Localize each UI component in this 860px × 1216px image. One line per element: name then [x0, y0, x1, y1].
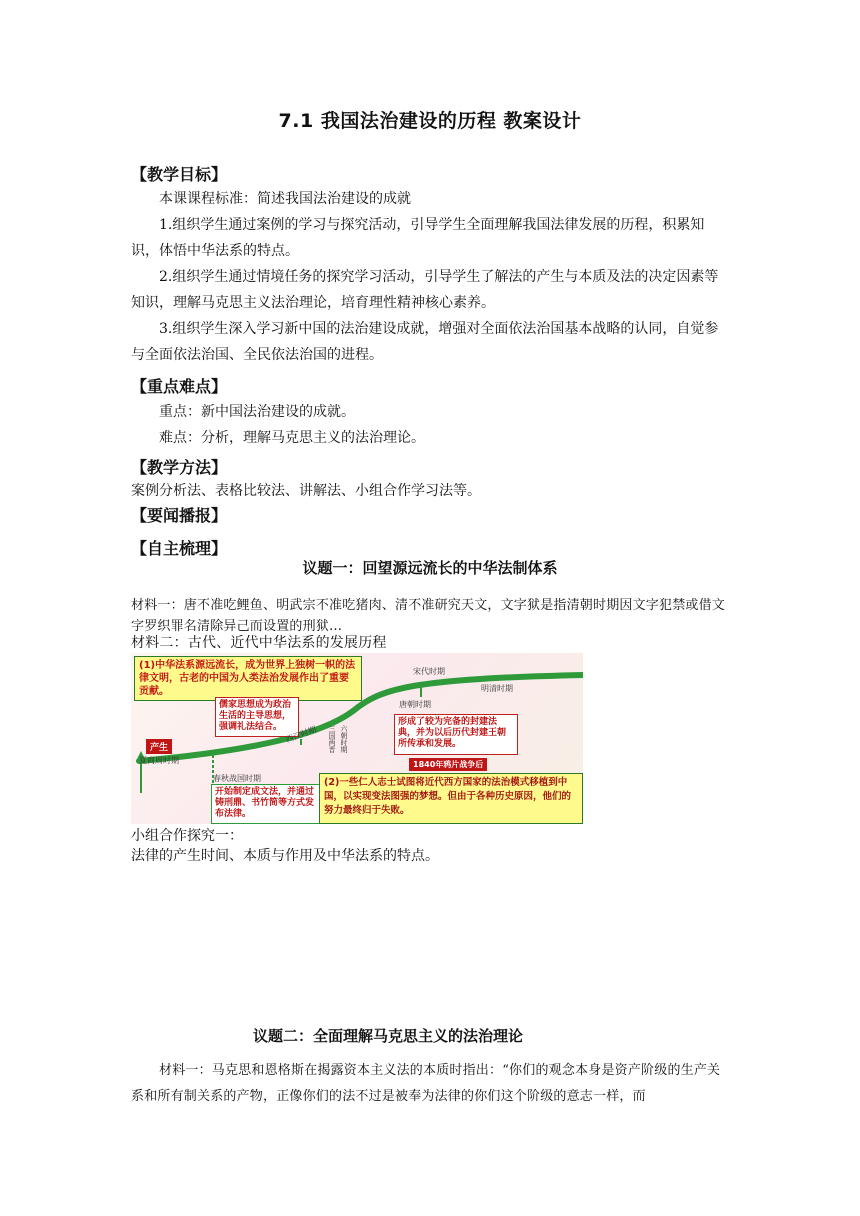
methods-heading: 【教学方法】: [131, 458, 228, 477]
era-three-kingdoms: 三国两晋: [328, 725, 336, 753]
self-study-heading: 【自主梳理】: [131, 539, 228, 558]
topic1-material1: 材料一：唐不准吃鲤鱼、明武宗不准吃猪肉、清不准研究天文，文字狱是指清朝时期因文字犯禁或借文字罗织罪名清除异己而设置的刑狱…: [131, 598, 726, 634]
objectives-heading: 【教学目标】: [131, 165, 228, 184]
topic2-material1: 材料一：马克思和恩格斯在揭露资本主义法的本质时指出：“你们的观念本身是资产阶级的生产关系和所有制关系的产物，正像你们的法不过是被奉为法律的你们这个阶级的意志一样，而: [131, 1063, 721, 1104]
era-xia-shang-zhou: 夏商周时期: [139, 756, 179, 765]
modern-reform-box: (2)一些仁人志士试图将近代西方国家的法治模式移植到中国，以实现变法图强的梦想。但由于各种历史原因，他们的努力最终归于失败。: [319, 773, 583, 824]
news-heading: 【要闻播报】: [131, 506, 228, 525]
objective-item-1: 1.组织学生通过案例的学习与探究活动，引导学生全面理解我国法律发展的历程，积累知识，体悟中华法系的特点。: [131, 217, 705, 259]
confucian-thought-box: 儒家思想成为政治生活的主导思想，强调礼法结合。: [215, 697, 299, 737]
topic1-material2: 材料二：古代、近代中华法系的发展历程: [131, 635, 387, 651]
opium-war-tag: 1840年鸦片战争后: [409, 758, 487, 771]
era-tang: 唐朝时期: [399, 700, 431, 709]
keypoints-heading: 【重点难点】: [131, 377, 228, 396]
era-western-han: 西汉时期: [284, 724, 318, 745]
chinese-legal-system-box: (1)中华法系源远流长，成为世界上独树一帜的法律文明，古老的中国为人类法治发展作出了重要贡献。: [134, 656, 362, 701]
origin-tag: 产生: [146, 739, 172, 754]
objective-item-2: 2.组织学生通过情境任务的探究学习活动，引导学生了解法的产生与本质及法的决定因素等知识，理解马克思主义法治理论，培育理性精神核心素养。: [131, 269, 719, 311]
era-spring-autumn: 春秋战国时期: [213, 774, 261, 783]
legal-history-timeline-figure: [131, 653, 583, 824]
era-song: 宋代时期: [413, 667, 445, 676]
key-point: 重点：新中国法治建设的成就。: [159, 404, 355, 420]
page-title: 7.1 我国法治建设的历程 教案设计: [278, 110, 582, 132]
tang-code-box: 形成了较为完备的封建法典，并为以后历代封建王朝所传承和发展。: [394, 714, 518, 755]
spring-autumn-box: 开始制定成文法，并通过铸刑鼎、书竹简等方式发布法律。: [211, 784, 321, 824]
group-inquiry-label: 小组合作探究一：: [131, 828, 243, 844]
curriculum-standard: 本课课程标准：简述我国法治建设的成就: [159, 191, 411, 207]
era-ming-qing: 明清时期: [481, 684, 513, 693]
group-inquiry-question: 法律的产生时间、本质与作用及中华法系的特点。: [131, 848, 439, 864]
objective-item-3: 3.组织学生深入学习新中国的法治建设成就，增强对全面依法治国基本战略的认同，自觉参与全面依法治国、全民依法治国的进程。: [131, 321, 719, 363]
difficult-point: 难点：分析，理解马克思主义的法治理论。: [159, 430, 425, 446]
topic1-title: 议题一：回望源远流长的中华法制体系: [302, 559, 558, 577]
methods-text: 案例分析法、表格比较法、讲解法、小组合作学习法等。: [131, 483, 481, 499]
era-six-dynasties: 六朝时期: [340, 725, 348, 753]
topic2-title: 议题二：全面理解马克思主义的法治理论: [252, 1027, 523, 1045]
